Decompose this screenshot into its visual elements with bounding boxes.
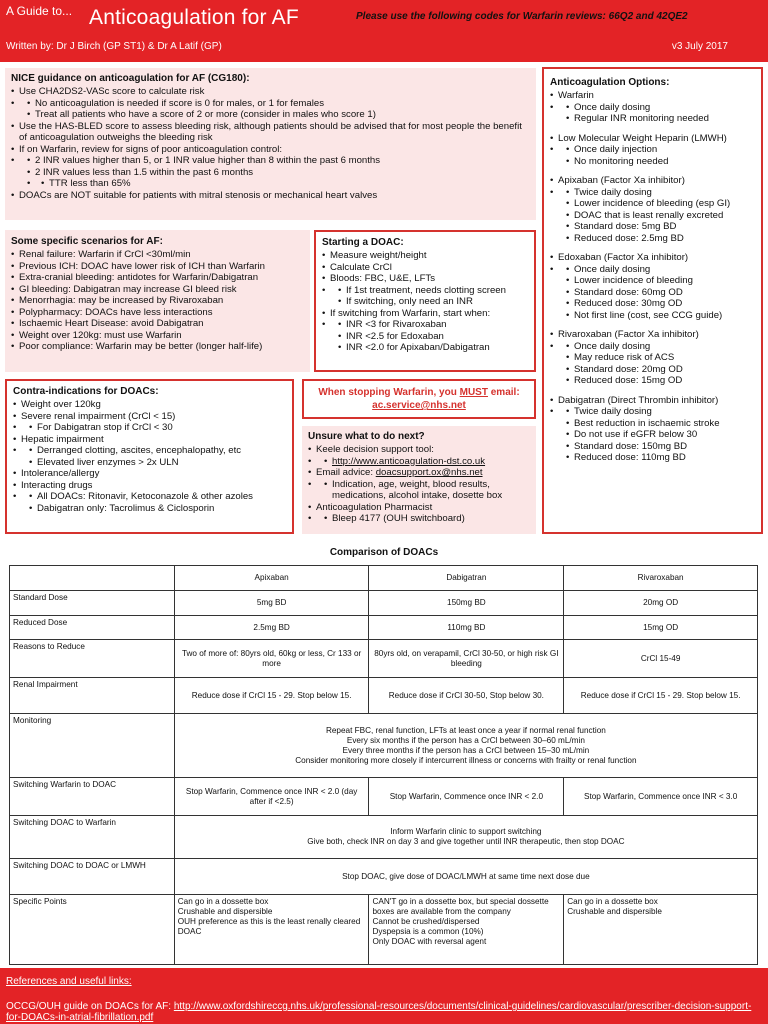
- table-header-cell: [10, 566, 175, 591]
- unsure-heading: Unsure what to do next?: [308, 431, 425, 442]
- stop-warfarin-text: When stopping Warfarin, you: [318, 387, 460, 398]
- list-item: • Standard dose: 60mg OD: [566, 287, 755, 299]
- table-cell: Reduce dose if CrCl 30-50, Stop below 30.: [369, 678, 564, 714]
- specific-rivaroxaban-cell: [564, 895, 758, 965]
- list-item: • Severe renal impairment (CrCl < 15): [13, 411, 286, 423]
- list-item: • Menorrhagia: may be increased by Rivaroxaban: [11, 295, 304, 307]
- keele-tool-link[interactable]: http://www.anticoagulation-dst.co.uk: [332, 455, 486, 467]
- monitoring-line: Every three months if the person has a CrCl between 15–30 mL/min: [342, 745, 590, 755]
- list-item: • DOACs are NOT suitable for patients with mitral stenosis or mechanical heart valves: [11, 190, 530, 202]
- list-item: • Weight over 120kg: [13, 399, 286, 411]
- references-heading: References and useful links:: [6, 976, 132, 987]
- list-item: • Reduced dose: 15mg OD: [566, 375, 755, 387]
- list-item: • Best reduction in ischaemic stroke: [566, 418, 755, 430]
- point-line: Dyspepsia is a common (10%): [372, 927, 484, 936]
- table-header-row: [10, 566, 758, 591]
- anticoagulation-options-panel: [542, 67, 763, 534]
- list-item: • Not first line (cost, see CCG guide): [566, 310, 755, 322]
- table-cell: Stop Warfarin, Commence once INR < 3.0: [564, 778, 758, 816]
- point-line: CAN'T go in a dossette box, but special dossette boxes are available from the company: [372, 897, 549, 916]
- list-item: • GI bleeding: Dabigatran may increase GI bleed risk: [11, 284, 304, 296]
- row-label: Reduced Dose: [10, 616, 175, 640]
- ac-service-email-link[interactable]: ac.service@nhs.net: [372, 400, 466, 411]
- list-item: • If switching from Warfarin, start when:: [322, 308, 528, 320]
- guide-label: A Guide to...: [6, 4, 73, 18]
- switch-line: Inform Warfarin clinic to support switching: [390, 827, 542, 836]
- list-item: • • 2 INR values higher than 5, or 1 INR value higher than 8 within the past 6 months: [27, 155, 530, 167]
- list-item: • Previous ICH: DOAC have lower risk of ICH than Warfarin: [11, 261, 304, 273]
- list-item: • If switching, only need an INR: [338, 296, 528, 308]
- point-line: OUH preference as this is the least renally cleared DOAC: [177, 917, 361, 936]
- list-item: • DOAC that is least renally excreted: [566, 210, 755, 222]
- list-item: • Reduced dose: 30mg OD: [566, 298, 755, 310]
- list-item: • • Once daily injection: [566, 144, 755, 156]
- list-item: • Ischaemic Heart Disease: avoid Dabigatran: [11, 318, 304, 330]
- row-label: Reasons to Reduce: [10, 640, 175, 678]
- list-item: • Dabigatran only: Tacrolimus & Ciclosporin: [29, 503, 286, 515]
- list-item: • • Twice daily dosing: [566, 187, 755, 199]
- point-line: Can go in a dossette box: [567, 897, 658, 906]
- list-item: • Calculate CrCl: [322, 262, 528, 274]
- list-item: • Keele decision support tool:: [308, 444, 530, 456]
- doac-support-email-link[interactable]: doacsupport.ox@nhs.net: [375, 467, 483, 478]
- author-byline: Written by: Dr J Birch (GP ST1) & Dr A Latif (GP): [6, 41, 222, 52]
- warfarin-codes-note: Please use the following codes for Warfarin reviews: 66Q2 and 42QE2: [356, 11, 688, 22]
- list-item: • • Once daily dosing: [566, 341, 755, 353]
- table-cell: 2.5mg BD: [174, 616, 369, 640]
- drug-item-warfarin: • Warfarin: [550, 90, 755, 102]
- list-item: • 2 INR values less than 1.5 within the past 6 months: [27, 167, 530, 179]
- starting-heading: Starting a DOAC:: [322, 237, 404, 248]
- list-item: • Anticoagulation Pharmacist: [308, 502, 530, 514]
- options-heading: Anticoagulation Options:: [550, 77, 670, 88]
- table-cell: 15mg OD: [564, 616, 758, 640]
- list-item: • Intolerance/allergy: [13, 468, 286, 480]
- table-cell: 5mg BD: [174, 591, 369, 616]
- point-line: Only DOAC with reversal agent: [372, 937, 487, 946]
- table-row: [10, 778, 758, 816]
- table-cell: Two of more of: 80yrs old, 60kg or less, Cr 133 or more: [174, 640, 369, 678]
- list-item: • • All DOACs: Ritonavir, Ketoconazole & other azoles: [29, 491, 286, 503]
- monitoring-cell: [174, 714, 757, 778]
- unsure-panel: [302, 426, 536, 534]
- point-line: Crushable and dispersible: [567, 907, 662, 916]
- table-header-cell: Dabigatran: [369, 566, 564, 591]
- table-row: [10, 895, 758, 965]
- comparison-title: Comparison of DOACs: [329, 547, 439, 558]
- table-cell: Reduce dose if CrCl 15 - 29. Stop below 15.: [174, 678, 369, 714]
- list-item: • • No anticoagulation is needed if score is 0 for males, or 1 for females: [27, 98, 530, 110]
- contraindications-panel: [5, 379, 294, 534]
- references-footer: [0, 968, 768, 1024]
- table-cell: CrCl 15-49: [564, 640, 758, 678]
- occg-guide-label: OCCG/OUH guide on DOACs for AF:: [6, 1001, 174, 1012]
- list-item: • Lower incidence of bleeding (esp GI): [566, 198, 755, 210]
- list-item: • Poor compliance: Warfarin may be better (longer half-life): [11, 341, 304, 353]
- list-item: • Measure weight/height: [322, 250, 528, 262]
- specific-dabigatran-cell: [369, 895, 564, 965]
- list-item: • Standard dose: 150mg BD: [566, 441, 755, 453]
- row-label: Monitoring: [10, 714, 175, 778]
- drug-item-edoxaban: • Edoxaban (Factor Xa inhibitor): [550, 252, 755, 264]
- list-item: • Elevated liver enzymes > 2x ULN: [29, 457, 286, 469]
- monitoring-line: Consider monitoring more closely if intercurrent illness or concerns with frailty or renal function: [295, 755, 637, 765]
- list-item: • • Once daily dosing: [566, 102, 755, 114]
- table-row: [10, 816, 758, 859]
- list-item: • Polypharmacy: DOACs have less interactions: [11, 307, 304, 319]
- table-cell: 20mg OD: [564, 591, 758, 616]
- list-item: • Bloods: FBC, U&E, LFTs: [322, 273, 528, 285]
- list-item: • Hepatic impairment: [13, 434, 286, 446]
- list-item: • Treat all patients who have a score of 2 or more (consider in males who score 1): [27, 109, 530, 121]
- email-advice-label: Email advice:: [316, 467, 376, 478]
- row-label: Renal Impairment: [10, 678, 175, 714]
- row-label: Specific Points: [10, 895, 175, 965]
- table-cell: 150mg BD: [369, 591, 564, 616]
- specific-apixaban-cell: [174, 895, 369, 965]
- list-item: • INR <2.0 for Apixaban/Dabigatran: [338, 342, 528, 354]
- monitoring-line: Repeat FBC, renal function, LFTs at least once a year if normal renal function: [325, 725, 606, 735]
- scenarios-panel: [5, 230, 310, 372]
- nice-heading: NICE guidance on anticoagulation for AF (CG180):: [11, 73, 250, 84]
- occg-guide-link[interactable]: http://www.oxfordshireccg.nhs.uk/professional-resources/documents/clinical-guidelines/cardiovascular/prescriber-decision-support-for-DOACs-in-atrial-fibrillation.pdf: [6, 1001, 752, 1023]
- list-item: • • TTR less than 65%: [41, 178, 530, 190]
- list-item: • • Indication, age, weight, blood results, medications, alcohol intake, dosette box: [324, 479, 530, 502]
- list-item: • If on Warfarin, review for signs of poor anticoagulation control:: [11, 144, 530, 156]
- stop-warfarin-text-end: email:: [487, 387, 520, 398]
- list-item: • Extra-cranial bleeding: antidotes for Warfarin/Dabigatran: [11, 272, 304, 284]
- list-item: • • Derranged clotting, ascites, encephalopathy, etc: [29, 445, 286, 457]
- list-item: • Regular INR monitoring needed: [566, 113, 755, 125]
- list-item: • Standard dose: 5mg BD: [566, 221, 755, 233]
- drug-item-lmwh: • Low Molecular Weight Heparin (LMWH): [550, 133, 755, 145]
- table-row: [10, 591, 758, 616]
- table-row: [10, 714, 758, 778]
- table-cell: 80yrs old, on verapamil, CrCl 30-50, or high risk GI bleeding: [369, 640, 564, 678]
- row-label: Switching Warfarin to DOAC: [10, 778, 175, 816]
- list-item: • Reduced dose: 110mg BD: [566, 452, 755, 464]
- list-item: • Lower incidence of bleeding: [566, 275, 755, 287]
- table-row: [10, 678, 758, 714]
- row-label: Switching DOAC to DOAC or LMWH: [10, 859, 175, 895]
- drug-item-dabigatran: • Dabigatran (Direct Thrombin inhibitor): [550, 395, 755, 407]
- table-cell: Stop Warfarin, Commence once INR < 2.0 (day after if <2.5): [174, 778, 369, 816]
- table-cell: Reduce dose if CrCl 15 - 29. Stop below 15.: [564, 678, 758, 714]
- row-label: Standard Dose: [10, 591, 175, 616]
- stop-warfarin-notice: [302, 379, 536, 419]
- drug-item-rivaroxaban: • Rivaroxaban (Factor Xa inhibitor): [550, 329, 755, 341]
- table-header-cell: Rivaroxaban: [564, 566, 758, 591]
- list-item: • • Bleep 4177 (OUH switchboard): [324, 513, 530, 525]
- table-row: [10, 640, 758, 678]
- drug-item-apixaban: • Apixaban (Factor Xa inhibitor): [550, 175, 755, 187]
- list-item: • Use the HAS-BLED score to assess bleeding risk, although patients should be advised that for most people the benefit of anticoagulation outweighs the bleeding risk: [11, 121, 530, 144]
- point-line: Cannot be crushed/dispersed: [372, 917, 480, 926]
- list-item: • Use CHA2DS2-VASc score to calculate risk: [11, 86, 530, 98]
- list-item: • Do not use if eGFR below 30: [566, 429, 755, 441]
- starting-doac-panel: [314, 230, 536, 372]
- monitoring-line: Every six months if the person has a CrCl between 30–60 mL/min: [346, 735, 585, 745]
- list-item: • • INR <3 for Rivaroxaban: [338, 319, 528, 331]
- occg-guide-line: [6, 1001, 762, 1023]
- table-cell: 110mg BD: [369, 616, 564, 640]
- page-title: Anticoagulation for AF: [89, 6, 299, 29]
- table-row: [10, 859, 758, 895]
- row-label: Switching DOAC to Warfarin: [10, 816, 175, 859]
- table-cell: Stop Warfarin, Commence once INR < 2.0: [369, 778, 564, 816]
- list-item: • • Twice daily dosing: [566, 406, 755, 418]
- list-item: • No monitoring needed: [566, 156, 755, 168]
- table-row: [10, 616, 758, 640]
- switch-doac-warfarin-cell: [174, 816, 757, 859]
- must-emphasis: MUST: [459, 387, 488, 398]
- list-item: • Weight over 120kg: must use Warfarin: [11, 330, 304, 342]
- list-item: • Renal failure: Warfarin if CrCl <30ml/min: [11, 249, 304, 261]
- list-item: • • For Dabigatran stop if CrCl < 30: [29, 422, 286, 434]
- version-label: v3 July 2017: [671, 41, 728, 52]
- contra-heading: Contra-indications for DOACs:: [13, 386, 159, 397]
- list-item: • May reduce risk of ACS: [566, 352, 755, 364]
- nice-guidance-panel: [5, 68, 536, 220]
- table-header-cell: Apixaban: [174, 566, 369, 591]
- list-item: • • If 1st treatment, needs clotting screen: [338, 285, 528, 297]
- point-line: Can go in a dossette box: [177, 897, 269, 906]
- point-line: Crushable and dispersible: [177, 907, 273, 916]
- list-item: • INR <2.5 for Edoxaban: [338, 331, 528, 343]
- list-item: • Standard dose: 20mg OD: [566, 364, 755, 376]
- table-cell: Stop DOAC, give dose of DOAC/LMWH at same time next dose due: [174, 859, 757, 895]
- page-header: [0, 0, 768, 62]
- comparison-table: [9, 565, 758, 965]
- switch-line: Give both, check INR on day 3 and give together until INR therapeutic, then stop DOAC: [307, 837, 625, 846]
- scenarios-heading: Some specific scenarios for AF:: [11, 236, 163, 247]
- list-item: • • Once daily dosing: [566, 264, 755, 276]
- list-item: • Reduced dose: 2.5mg BD: [566, 233, 755, 245]
- list-item: • Interacting drugs: [13, 480, 286, 492]
